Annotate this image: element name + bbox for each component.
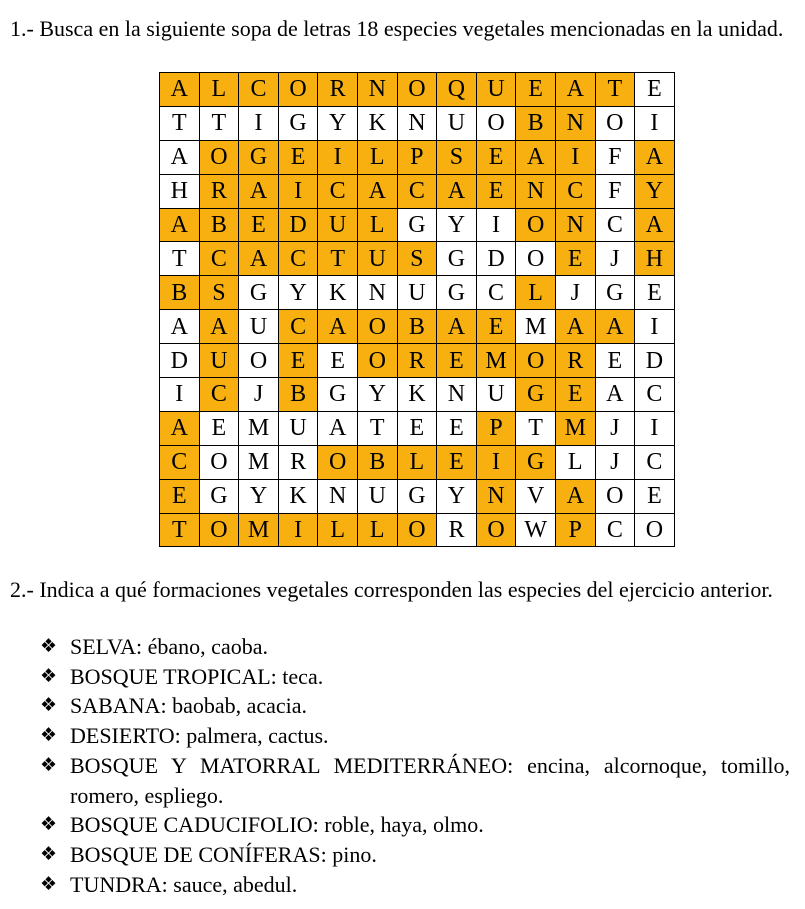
list-item: [40, 721, 790, 751]
grid-cell: O: [397, 73, 437, 107]
grid-cell: O: [595, 106, 635, 140]
grid-row: [160, 174, 675, 208]
grid-cell: E: [476, 310, 516, 344]
list-item: [40, 840, 790, 870]
grid-cell: N: [318, 479, 358, 513]
grid-row: [160, 411, 675, 445]
grid-row: [160, 276, 675, 310]
grid-cell: A: [595, 310, 635, 344]
grid-cell: A: [516, 140, 556, 174]
grid-cell: P: [397, 140, 437, 174]
grid-cell: D: [278, 208, 318, 242]
grid-cell: U: [239, 310, 279, 344]
grid-cell: Y: [635, 174, 675, 208]
grid-row: [160, 106, 675, 140]
grid-cell: G: [239, 140, 279, 174]
grid-cell: E: [476, 140, 516, 174]
grid-cell: Y: [318, 106, 358, 140]
grid-row: [160, 140, 675, 174]
grid-cell: A: [318, 310, 358, 344]
grid-cell: R: [278, 445, 318, 479]
grid-cell: G: [318, 378, 358, 412]
grid-cell: N: [437, 378, 477, 412]
exercise-2-instruction: 2.- Indica a qué formaciones vegetales corresponden las especies del ejercicio anterior.: [10, 577, 773, 602]
grid-cell: G: [595, 276, 635, 310]
grid-cell: L: [397, 445, 437, 479]
grid-cell: E: [555, 242, 595, 276]
list-item: [40, 870, 790, 900]
grid-cell: G: [397, 208, 437, 242]
grid-cell: O: [516, 208, 556, 242]
grid-cell: A: [555, 479, 595, 513]
grid-cell: N: [357, 276, 397, 310]
grid-cell: K: [318, 276, 358, 310]
grid-cell: Q: [437, 73, 477, 107]
grid-cell: D: [160, 344, 200, 378]
grid-cell: O: [516, 344, 556, 378]
grid-cell: T: [595, 73, 635, 107]
grid-cell: E: [516, 73, 556, 107]
list-item: [40, 632, 790, 662]
grid-cell: F: [595, 174, 635, 208]
grid-cell: I: [160, 378, 200, 412]
grid-cell: O: [357, 344, 397, 378]
grid-cell: S: [437, 140, 477, 174]
formation-label: DESIERTO:: [70, 723, 181, 749]
grid-cell: L: [357, 208, 397, 242]
grid-cell: I: [635, 411, 675, 445]
formation-species: teca.: [276, 663, 324, 689]
grid-cell: I: [278, 174, 318, 208]
grid-cell: E: [278, 344, 318, 378]
grid-cell: U: [476, 73, 516, 107]
grid-cell: J: [595, 445, 635, 479]
grid-cell: B: [278, 378, 318, 412]
grid-cell: T: [516, 411, 556, 445]
grid-cell: Y: [437, 479, 477, 513]
grid-cell: K: [278, 479, 318, 513]
grid-cell: C: [199, 242, 239, 276]
grid-cell: E: [595, 344, 635, 378]
grid-cell: C: [635, 445, 675, 479]
grid-cell: C: [160, 445, 200, 479]
grid-cell: A: [437, 310, 477, 344]
grid-cell: C: [278, 310, 318, 344]
formation-label: SABANA:: [70, 693, 167, 719]
grid-cell: V: [516, 479, 556, 513]
grid-cell: F: [595, 140, 635, 174]
list-item: [40, 691, 790, 721]
grid-cell: R: [555, 344, 595, 378]
grid-cell: J: [595, 242, 635, 276]
grid-cell: M: [239, 513, 279, 547]
grid-cell: L: [357, 513, 397, 547]
grid-cell: L: [199, 73, 239, 107]
grid-cell: C: [476, 276, 516, 310]
grid-cell: O: [595, 479, 635, 513]
four-diamond-bullet-icon: ❖: [40, 842, 58, 865]
grid-cell: E: [635, 479, 675, 513]
grid-cell: A: [160, 411, 200, 445]
grid-cell: T: [199, 106, 239, 140]
grid-cell: D: [635, 344, 675, 378]
grid-cell: A: [595, 378, 635, 412]
grid-cell: U: [397, 276, 437, 310]
grid-cell: A: [239, 242, 279, 276]
grid-cell: B: [199, 208, 239, 242]
formations-list: [40, 632, 790, 899]
grid-cell: E: [437, 445, 477, 479]
four-diamond-bullet-icon: ❖: [40, 813, 58, 836]
four-diamond-bullet-icon: ❖: [40, 694, 58, 717]
grid-cell: O: [199, 140, 239, 174]
grid-cell: I: [635, 310, 675, 344]
grid-cell: O: [318, 445, 358, 479]
four-diamond-bullet-icon: ❖: [40, 872, 58, 895]
grid-cell: O: [357, 310, 397, 344]
grid-cell: O: [476, 106, 516, 140]
grid-cell: G: [397, 479, 437, 513]
grid-cell: I: [476, 445, 516, 479]
grid-cell: A: [199, 310, 239, 344]
grid-cell: H: [160, 174, 200, 208]
four-diamond-bullet-icon: ❖: [40, 635, 58, 657]
grid-cell: O: [516, 242, 556, 276]
formation-species: ébano, caoba.: [142, 634, 268, 659]
grid-cell: Y: [357, 378, 397, 412]
formation-species: baobab, acacia.: [166, 693, 308, 719]
grid-cell: C: [595, 513, 635, 547]
grid-cell: A: [555, 73, 595, 107]
grid-cell: O: [199, 445, 239, 479]
grid-cell: A: [160, 208, 200, 242]
word-search-grid: [159, 72, 675, 547]
grid-cell: G: [278, 106, 318, 140]
grid-cell: C: [397, 174, 437, 208]
grid-cell: L: [357, 140, 397, 174]
formation-label: TUNDRA:: [70, 871, 168, 897]
grid-cell: B: [397, 310, 437, 344]
grid-cell: A: [160, 140, 200, 174]
grid-cell: E: [318, 344, 358, 378]
formation-species: roble, haya, olmo.: [318, 812, 484, 838]
grid-cell: W: [516, 513, 556, 547]
grid-cell: C: [555, 174, 595, 208]
grid-cell: R: [397, 344, 437, 378]
formation-label: BOSQUE DE CONÍFERAS:: [70, 841, 327, 867]
grid-cell: T: [318, 242, 358, 276]
grid-cell: U: [437, 106, 477, 140]
grid-cell: L: [318, 513, 358, 547]
grid-cell: A: [635, 140, 675, 174]
grid-cell: T: [160, 106, 200, 140]
grid-cell: B: [160, 276, 200, 310]
grid-cell: S: [199, 276, 239, 310]
grid-cell: E: [160, 479, 200, 513]
grid-cell: O: [397, 513, 437, 547]
grid-cell: U: [318, 208, 358, 242]
grid-cell: E: [635, 73, 675, 107]
grid-cell: I: [555, 140, 595, 174]
grid-cell: N: [397, 106, 437, 140]
grid-cell: K: [357, 106, 397, 140]
grid-cell: C: [199, 378, 239, 412]
grid-cell: P: [476, 411, 516, 445]
grid-cell: M: [516, 310, 556, 344]
grid-cell: O: [476, 513, 516, 547]
grid-cell: A: [555, 310, 595, 344]
grid-cell: R: [318, 73, 358, 107]
grid-cell: M: [555, 411, 595, 445]
grid-cell: H: [635, 242, 675, 276]
grid-cell: Y: [239, 479, 279, 513]
grid-cell: U: [357, 479, 397, 513]
grid-cell: U: [357, 242, 397, 276]
grid-cell: G: [199, 479, 239, 513]
grid-cell: C: [595, 208, 635, 242]
grid-cell: I: [278, 513, 318, 547]
formation-species: palmera, cactus.: [180, 723, 329, 749]
grid-cell: I: [318, 140, 358, 174]
grid-cell: R: [199, 174, 239, 208]
grid-cell: E: [199, 411, 239, 445]
grid-row: [160, 310, 675, 344]
grid-cell: K: [397, 378, 437, 412]
grid-cell: R: [437, 513, 477, 547]
grid-cell: A: [239, 174, 279, 208]
grid-cell: P: [555, 513, 595, 547]
grid-cell: A: [160, 310, 200, 344]
four-diamond-bullet-icon: ❖: [40, 664, 58, 687]
grid-cell: G: [239, 276, 279, 310]
grid-cell: E: [635, 276, 675, 310]
grid-cell: I: [476, 208, 516, 242]
grid-cell: I: [239, 106, 279, 140]
grid-cell: C: [318, 174, 358, 208]
grid-cell: M: [239, 445, 279, 479]
grid-cell: A: [160, 73, 200, 107]
grid-cell: N: [476, 479, 516, 513]
grid-row: [160, 73, 675, 107]
grid-cell: L: [516, 276, 556, 310]
grid-cell: B: [516, 106, 556, 140]
grid-cell: C: [635, 378, 675, 412]
formation-label: BOSQUE TROPICAL:: [70, 663, 277, 689]
grid-row: [160, 378, 675, 412]
grid-cell: Y: [278, 276, 318, 310]
grid-cell: N: [516, 174, 556, 208]
grid-cell: S: [397, 242, 437, 276]
formation-label: BOSQUE CADUCIFOLIO:: [70, 812, 319, 838]
grid-cell: U: [278, 411, 318, 445]
grid-cell: M: [476, 344, 516, 378]
grid-cell: E: [437, 411, 477, 445]
grid-cell: M: [239, 411, 279, 445]
grid-cell: G: [437, 242, 477, 276]
grid-row: [160, 242, 675, 276]
formation-label: SELVA:: [70, 634, 143, 659]
four-diamond-bullet-icon: ❖: [40, 753, 58, 776]
grid-cell: A: [318, 411, 358, 445]
grid-cell: T: [160, 242, 200, 276]
grid-row: [160, 479, 675, 513]
grid-cell: J: [555, 276, 595, 310]
grid-cell: T: [357, 411, 397, 445]
grid-cell: L: [555, 445, 595, 479]
grid-row: [160, 208, 675, 242]
grid-cell: U: [476, 378, 516, 412]
grid-cell: D: [476, 242, 516, 276]
formation-species: encina, alcornoque, tomillo, romero, espliego.: [70, 752, 791, 808]
grid-cell: O: [199, 513, 239, 547]
grid-cell: O: [278, 73, 318, 107]
grid-cell: E: [555, 378, 595, 412]
grid-cell: O: [239, 344, 279, 378]
grid-cell: C: [239, 73, 279, 107]
grid-cell: E: [278, 140, 318, 174]
grid-cell: A: [437, 174, 477, 208]
grid-cell: G: [516, 378, 556, 412]
list-item: [40, 662, 790, 692]
grid-cell: U: [199, 344, 239, 378]
grid-cell: N: [357, 73, 397, 107]
exercise-1-instruction: 1.- Busca en la siguiente sopa de letras 18 especies vegetales mencionadas en la unidad.: [10, 16, 784, 41]
grid-cell: N: [555, 208, 595, 242]
grid-cell: J: [239, 378, 279, 412]
list-item: [40, 810, 790, 840]
formation-species: sauce, abedul.: [167, 871, 298, 897]
grid-cell: A: [635, 208, 675, 242]
grid-cell: G: [516, 445, 556, 479]
grid-cell: E: [397, 411, 437, 445]
grid-cell: E: [239, 208, 279, 242]
grid-row: [160, 344, 675, 378]
list-item: [40, 751, 790, 810]
grid-cell: E: [476, 174, 516, 208]
grid-cell: J: [595, 411, 635, 445]
grid-row: [160, 445, 675, 479]
grid-cell: B: [357, 445, 397, 479]
grid-row: [160, 513, 675, 547]
grid-cell: A: [357, 174, 397, 208]
grid-cell: G: [437, 276, 477, 310]
grid-cell: T: [160, 513, 200, 547]
formation-label: BOSQUE Y MATORRAL MEDITERRÁNEO:: [70, 752, 514, 778]
grid-cell: E: [437, 344, 477, 378]
formation-species: pino.: [326, 841, 377, 867]
four-diamond-bullet-icon: ❖: [40, 724, 58, 747]
grid-cell: O: [635, 513, 675, 547]
grid-cell: C: [278, 242, 318, 276]
grid-cell: N: [555, 106, 595, 140]
grid-cell: Y: [437, 208, 477, 242]
grid-cell: I: [635, 106, 675, 140]
